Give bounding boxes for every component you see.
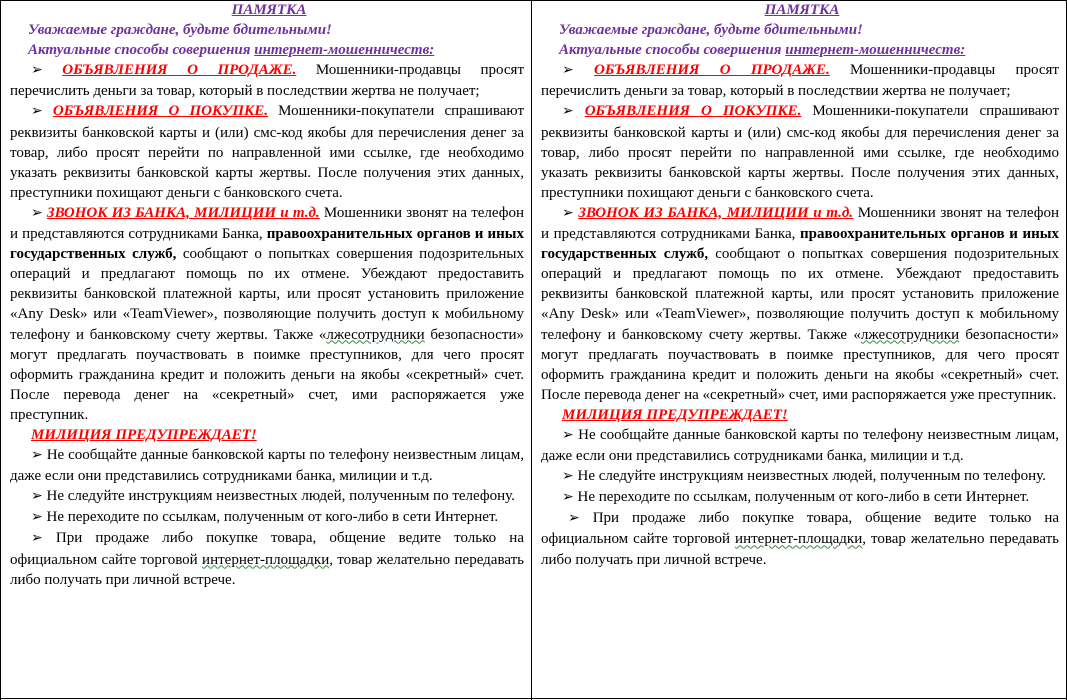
arrow-bullet-icon: ➢ [31,205,43,221]
section-call-squiggle: лжесотрудники [326,326,425,343]
arrow-bullet-icon: ➢ [31,489,43,505]
intro-highlight: интернет-мошенничеств: [254,42,435,59]
section-sale-text: Мошенники-продавцы просят перечислить деньги за товар, который в последствии жертва не получает; [541,62,1059,100]
section-call-text-1: Мошенники звонят на телефон и представляются сотрудниками Банка, [10,204,524,243]
leaflet-column-right [531,1,1067,700]
warning-4 [541,508,1059,569]
memo-title: ПАМЯТКА [231,2,307,18]
intro-line-2-prefix: Актуальные способы совершения [559,42,786,59]
intro-line-2 [541,40,1059,60]
warning-4-prefix: При продаже либо покупке товара, общение ведите только на официальном сайте торговой [10,530,524,568]
arrow-bullet-icon: ➢ [31,510,43,526]
section-call [541,203,1059,405]
intro-line-1: Уважаемые граждане, будьте бдительными! [28,22,332,39]
warning-3-text: Не переходите по ссылкам, полученным от кого-либо в сети Интернет. [46,509,499,526]
arrow-bullet-icon: ➢ [31,531,43,547]
section-call-text-3: безопасности» могут предлагать поучаствовать в поимке преступников, для чего просят оформить гражданина кредит и положить деньги на якобы «секретный» счет. После перевода денег на «секретный» счет, ими распоряжается уже преступник. [10,326,524,423]
intro-highlight: интернет-мошенничеств: [785,42,966,59]
section-call-heading: ЗВОНОК ИЗ БАНКА, МИЛИЦИИ и т.д. [46,204,320,221]
arrow-bullet-icon: ➢ [562,490,574,506]
arrow-bullet-icon: ➢ [31,104,43,120]
section-call-squiggle: лжесотрудники [860,326,960,343]
section-call-text-2: сообщают о попытках совершения подозрительных операций и предлагают помощь по их отмене. Убеждают предоставить реквизиты банковской платежной карты, или просят установить приложение «Any Desk» или «TeamViewer», позволяющие получить доступ к мобильному телефону и банковскому счету жертвы. Также « [541,246,1060,343]
section-sale-text: Мошенники-продавцы просят перечислить деньги за товар, который в последствии жертва не получает; [10,62,524,100]
warning-4-squiggle: интернет-площадки [735,531,863,548]
police-heading: МИЛИЦИЯ ПРЕДУПРЕЖДАЕТ! [31,426,257,443]
section-call-heading: ЗВОНОК ИЗ БАНКА, МИЛИЦИИ и т.д. [578,204,854,221]
leaflet-column-left [0,1,531,700]
section-call-text-3: безопасности» могут предлагать поучаствовать в поимке преступников, для чего просят оформить гражданина кредит и положить деньги на якобы «секретный» счет. После перевода денег на «секретный» счет, ими распоряжается уже преступник. [541,326,1059,403]
section-call-text-2: сообщают о попытках совершения подозрительных операций и предлагают помощь по их отмене. Убеждают предоставить реквизиты банковской платежной карты, или просят установить приложение «Any Desk» или «TeamViewer», позволяющие получить доступ к мобильному телефону и банковскому счету жертвы. Также « [10,246,525,343]
warning-1 [10,445,524,486]
section-call-bold: правоохранительных органов и иных государственных служб, [10,226,524,263]
section-sale [10,60,524,101]
warning-4-suffix: , товар желательно передавать либо получать при личной встрече. [10,551,524,588]
section-purchase [541,101,1059,202]
arrow-bullet-icon: ➢ [568,511,580,527]
warning-1-text: Не сообщайте данные банковской карты по телефону неизвестным лицам, даже если они представились сотрудниками банка, милиции и т.д. [10,447,524,485]
section-purchase-text: Мошенники-покупатели спрашивают реквизиты банковской карты и (или) смс-код якобы для перечисления денег за товар, либо просят перейти по направленной ими ссылке, где необходимо указать реквизиты банковской карты жертвы. После получения этих данных, преступники похищают деньги с банковского счета. [541,103,1059,201]
arrow-bullet-icon: ➢ [31,63,43,79]
arrow-bullet-icon: ➢ [562,469,574,485]
memo-title: ПАМЯТКА [764,2,840,18]
warning-2-text: Не следуйте инструкциям неизвестных людей, полученным по телефону. [46,488,515,505]
warning-4-squiggle: интернет-площадки [202,551,330,568]
warning-1 [541,425,1059,466]
arrow-bullet-icon: ➢ [562,205,574,221]
intro-line-2-prefix: Актуальные способы совершения [28,42,255,59]
arrow-bullet-icon: ➢ [562,104,574,120]
warning-4-suffix: , товар желательно передавать либо получать при личной встрече. [541,531,1059,568]
warning-3 [541,487,1059,508]
warning-1-text: Не сообщайте данные банковской карты по телефону неизвестным лицам, даже если они представились сотрудниками банка, милиции и т.д. [541,426,1059,465]
warning-3-text: Не переходите по ссылкам, полученным от кого-либо в сети Интернет. [577,489,1030,506]
section-call-text-1: Мошенники звонят на телефон и представляются сотрудниками Банка, [541,204,1059,243]
section-sale-heading: ОБЪЯВЛЕНИЯ О ПРОДАЖЕ. [594,62,830,79]
arrow-bullet-icon: ➢ [562,63,574,79]
warning-4-prefix: При продаже либо покупке товара, общение ведите только на официальном сайте торговой [541,510,1059,548]
section-call-bold: правоохранительных органов и иных государственных служб, [541,226,1059,263]
section-purchase-text: Мошенники-покупатели спрашивают реквизиты банковской карты и (или) смс-код якобы для перечисления денег за товар, либо просят перейти по направленной ими ссылке, где необходимо указать реквизиты банковской карты жертвы. После получения этих данных, преступники похищают деньги с банковского счета. [10,103,524,201]
warning-2 [541,466,1059,487]
arrow-bullet-icon: ➢ [562,427,574,443]
section-call [10,203,524,425]
warning-2-text: Не следуйте инструкциям неизвестных людей, полученным по телефону. [577,468,1046,485]
section-purchase [10,101,524,202]
section-purchase-heading: ОБЪЯВЛЕНИЯ О ПОКУПКЕ. [52,103,268,120]
arrow-bullet-icon: ➢ [31,448,43,464]
intro-line-2 [10,40,524,60]
warning-3 [10,507,524,528]
section-sale-heading: ОБЪЯВЛЕНИЯ О ПРОДАЖЕ. [62,62,297,79]
section-purchase-heading: ОБЪЯВЛЕНИЯ О ПОКУПКЕ. [584,103,802,120]
intro-line-1: Уважаемые граждане, будьте бдительными! [559,22,863,39]
section-sale [541,60,1059,101]
warning-4 [10,528,524,589]
police-heading: МИЛИЦИЯ ПРЕДУПРЕЖДАЕТ! [562,406,788,423]
warning-2 [10,486,524,507]
